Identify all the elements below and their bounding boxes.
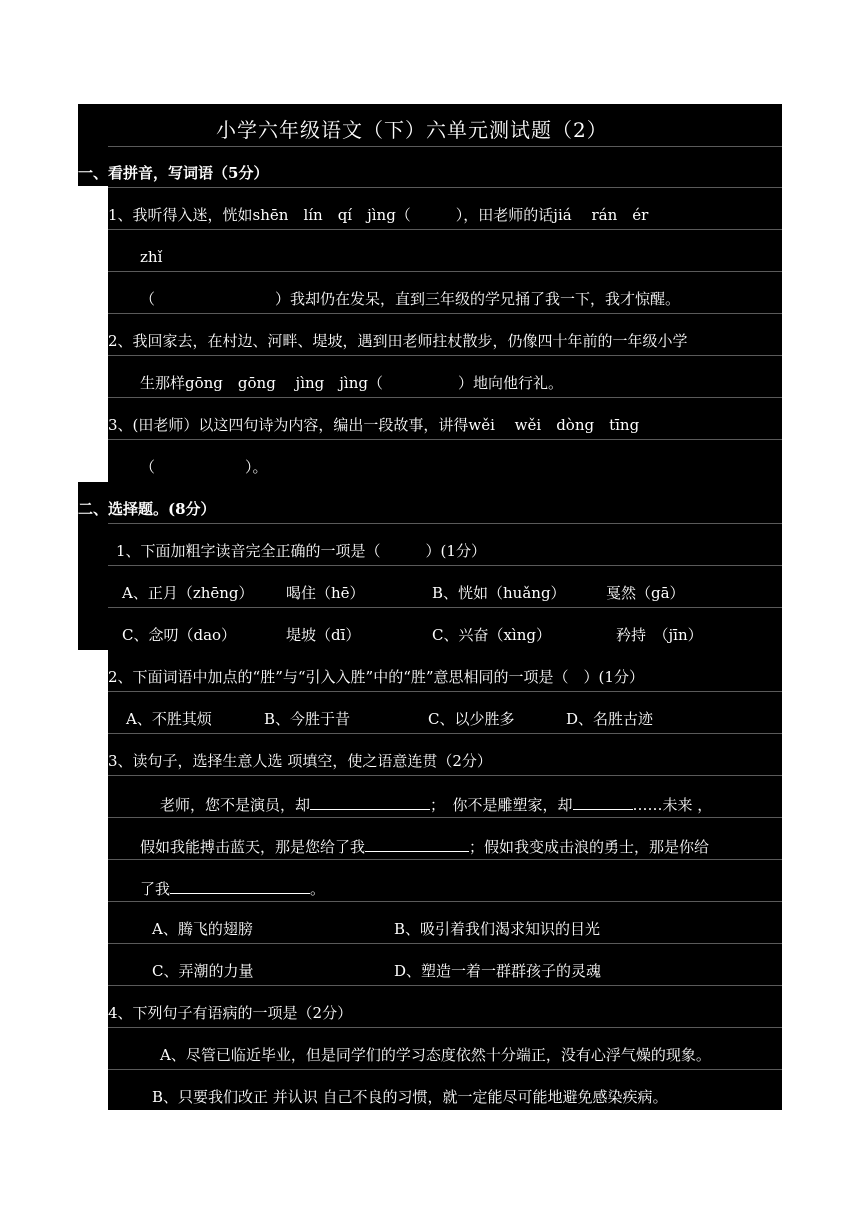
choice-1-option-b2: 戛然（gā） [606,584,685,602]
choice-3-option-d: D、塑造一着一群群孩子的灵魂 [394,962,602,980]
answer-blank-2[interactable] [573,793,633,810]
pinyin-question-2-line-1: 2、我回家去，在村边、河畔、堤坡，遇到田老师拄杖散步，仍像四十年前的一年级小学 [108,332,688,350]
choice-2-option-b: B、今胜于昔 [264,710,351,728]
page-title: 小学六年级语文（下）六单元测试题（2） [216,118,608,142]
section-one-heading: 一、看拼音，写词语（5分） [78,164,269,182]
choice-1-option-b: B、恍如（huǎng） [432,584,566,602]
fill-sentence-2b: ；假如我变成击浪的勇士，那是你给 [469,838,710,856]
pinyin-question-1-line-1: 1、我听得入迷，恍如shēn lín qí jìng（ ），田老师的话jiá rán ér [108,206,649,224]
fill-sentence-1c: ……未来 ， [632,796,713,814]
choice-3-option-b: B、吸引着我们渴求知识的目光 [394,920,601,938]
choice-1-option-d2: 矜持 （jīn） [616,626,703,644]
fill-sentence-line-2 [140,835,709,857]
choice-1-option-a: A、正月（zhēng） [122,584,254,602]
fill-sentence-1b: ； 你不是雕塑家，却 [430,796,573,814]
fill-sentence-line-1 [160,793,712,815]
pinyin-question-1-line-2: zhǐ [140,248,163,266]
pinyin-question-1-line-3: （ ）我却仍在发呆，直到三年级的学兄捅了我一下，我才惊醒。 [140,290,681,308]
choice-2-option-c: C、以少胜多 [428,710,515,728]
pinyin-question-3-line-2: （ ）。 [140,458,268,476]
fill-sentence-2a: 假如我能搏击蓝天，那是您给了我 [140,838,366,856]
choice-question-4: 4、下列句子有语病的一项是（2分） [108,1004,353,1022]
fill-sentence-3a: 了我 [140,880,171,898]
choice-1-option-c: C、念叨（dao） [122,626,237,644]
section-two-heading: 二、选择题。(8分） [78,500,216,518]
choice-4-option-b: B、只要我们改正 并认识 自己不良的习惯，就一定能尽可能地避免感染疾病。 [152,1088,668,1106]
choice-4-option-a: A、尽管已临近毕业，但是同学们的学习态度依然十分端正，没有心浮气燥的现象。 [160,1046,711,1064]
fill-sentence-1a: 老师，您不是演员，却 [160,796,311,814]
fill-sentence-3b: 。 [310,880,326,898]
choice-1-option-a2: 喝住（hē） [286,584,365,602]
choice-1-option-c2: 堤坡（dī） [286,626,361,644]
pinyin-question-2-line-2: 生那样gōng gōng jìng jìng（ ）地向他行礼。 [140,374,563,392]
choice-2-option-a: A、不胜其烦 [126,710,212,728]
choice-1-option-d: C、兴奋（xìng） [432,626,551,644]
choice-3-option-a: A、腾飞的翅膀 [152,920,253,938]
choice-2-option-d: D、名胜古迹 [566,710,654,728]
answer-blank-3[interactable] [365,835,469,852]
choice-question-3: 3、读句子，选择生意人选 项填空，使之语意连贯（2分） [108,752,492,770]
answer-blank-4[interactable] [170,877,310,894]
choice-3-option-c: C、弄潮的力量 [152,962,254,980]
fill-sentence-line-3 [140,877,325,899]
pinyin-question-3-line-1: 3、(田老师）以这四句诗为内容，编出一段故事，讲得wěi wěi dòng tīng [108,416,640,434]
choice-question-2: 2、下面词语中加点的“胜”与“引入入胜”中的“胜”意思相同的一项是（ ）(1分） [108,668,644,686]
choice-question-1: 1、下面加粗字读音完全正确的一项是（ ）(1分） [116,542,486,560]
answer-blank-1[interactable] [310,793,430,810]
